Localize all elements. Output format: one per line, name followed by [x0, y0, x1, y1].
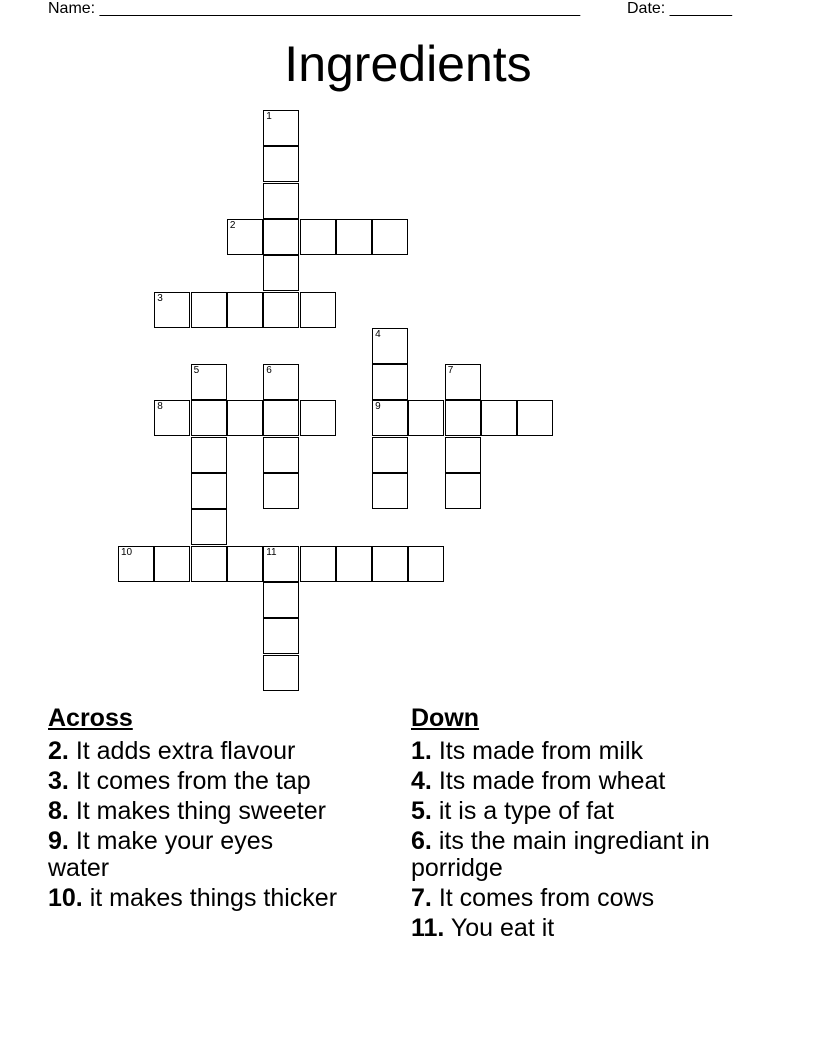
crossword-cell[interactable]: [336, 219, 372, 255]
cell-number: 1: [266, 111, 272, 122]
cell-number: 3: [157, 292, 163, 304]
clue-text: It comes from cows: [438, 884, 655, 912]
crossword-cell[interactable]: [372, 473, 408, 509]
crossword-cell[interactable]: [154, 400, 190, 436]
clue-number: 3.: [48, 767, 69, 795]
crossword-cell[interactable]: [300, 292, 336, 328]
crossword-cell[interactable]: [445, 473, 481, 509]
down-clues: [411, 703, 751, 945]
clue-down-7: [411, 885, 751, 912]
clue-text: It make your eyes water: [48, 827, 274, 882]
cell-number: 6: [266, 365, 272, 377]
crossword-cell[interactable]: [408, 546, 444, 582]
crossword-cell[interactable]: [263, 364, 299, 400]
crossword-cell[interactable]: [263, 655, 299, 691]
clue-across-9: [48, 828, 338, 882]
crossword-cell[interactable]: [372, 437, 408, 473]
clue-number: 9.: [48, 827, 69, 855]
crossword-cell[interactable]: [191, 437, 227, 473]
crossword-cell[interactable]: [372, 219, 408, 255]
down-heading: Down: [411, 704, 480, 732]
clue-number: 6.: [411, 827, 432, 855]
crossword-cell[interactable]: [263, 292, 299, 328]
crossword-cell[interactable]: [263, 146, 299, 182]
crossword-cell[interactable]: [481, 400, 517, 436]
crossword-cell[interactable]: [263, 255, 299, 291]
clue-number: 4.: [411, 767, 432, 795]
crossword-cell[interactable]: [336, 546, 372, 582]
crossword-cell[interactable]: [445, 400, 481, 436]
crossword-cell[interactable]: [154, 546, 190, 582]
cell-number: 7: [447, 365, 454, 377]
clue-down-1: [411, 738, 751, 765]
clue-text: Its made from milk: [438, 737, 644, 765]
clue-number: 5.: [411, 797, 432, 825]
clue-text: It comes from the tap: [75, 767, 311, 795]
crossword-cell[interactable]: [263, 582, 299, 618]
clue-across-2: [48, 738, 388, 765]
cell-number: 5: [193, 365, 200, 377]
clue-across-8: [48, 798, 388, 825]
crossword-cell[interactable]: [372, 400, 408, 436]
clue-down-6: [411, 828, 731, 882]
crossword-cell[interactable]: [191, 400, 227, 436]
crossword-cell[interactable]: [517, 400, 553, 436]
clue-text: You eat it: [450, 914, 555, 942]
clue-number: 11.: [411, 914, 445, 942]
clue-number: 2.: [48, 737, 69, 765]
crossword-cell[interactable]: [263, 183, 299, 219]
date-field: Date: _______: [627, 0, 732, 17]
across-heading: Across: [48, 704, 133, 732]
crossword-cell[interactable]: [263, 618, 299, 654]
clue-text: it makes things thicker: [89, 884, 338, 912]
cell-number: 11: [266, 546, 277, 558]
crossword-cell[interactable]: [227, 219, 263, 255]
across-clues: [48, 703, 388, 915]
clue-number: 1.: [411, 737, 432, 765]
name-field: Name: ______________________________________________________: [48, 0, 581, 17]
clue-text: Its made from wheat: [438, 767, 666, 795]
crossword-cell[interactable]: [263, 473, 299, 509]
crossword-cell[interactable]: [445, 437, 481, 473]
crossword-cell[interactable]: [118, 546, 154, 582]
clue-text: it is a type of fat: [438, 797, 614, 825]
clue-down-4: [411, 768, 751, 795]
crossword-cell[interactable]: [300, 400, 336, 436]
clue-text: It adds extra flavour: [75, 737, 296, 765]
cell-number: 2: [229, 219, 236, 231]
crossword-cell[interactable]: [227, 400, 263, 436]
crossword-cell[interactable]: [191, 509, 227, 545]
cell-number: 10: [121, 546, 133, 558]
clue-down-5: [411, 798, 751, 825]
cell-number: 9: [375, 401, 381, 413]
clue-text: its the main ingrediant in porridge: [411, 827, 710, 882]
clue-text: It makes thing sweeter: [75, 797, 326, 825]
crossword-cell[interactable]: [263, 400, 299, 436]
crossword-cell[interactable]: [227, 546, 263, 582]
crossword-cell[interactable]: [191, 292, 227, 328]
clue-across-10: [48, 885, 388, 912]
cell-number: 4: [375, 328, 381, 340]
puzzle-title: Ingredients: [284, 36, 532, 92]
crossword-cell[interactable]: [227, 292, 263, 328]
crossword-cell[interactable]: [191, 473, 227, 509]
clue-down-11: [411, 915, 751, 942]
clue-number: 8.: [48, 797, 69, 825]
crossword-cell[interactable]: [408, 400, 444, 436]
crossword-cell[interactable]: [372, 546, 408, 582]
crossword-cell[interactable]: [191, 546, 227, 582]
cell-number: 8: [157, 401, 163, 413]
clue-number: 7.: [411, 884, 432, 912]
crossword-cell[interactable]: [300, 219, 336, 255]
crossword-cell[interactable]: [154, 292, 190, 328]
crossword-cell[interactable]: [263, 219, 299, 255]
crossword-cell[interactable]: [191, 364, 227, 400]
crossword-cell[interactable]: [372, 328, 408, 364]
crossword-cell[interactable]: [263, 110, 299, 146]
clue-across-3: [48, 768, 388, 795]
crossword-cell[interactable]: [300, 546, 336, 582]
crossword-cell[interactable]: [263, 437, 299, 473]
crossword-cell[interactable]: [263, 546, 299, 582]
crossword-cell[interactable]: [445, 364, 481, 400]
clue-number: 10.: [48, 884, 83, 912]
crossword-cell[interactable]: [372, 364, 408, 400]
